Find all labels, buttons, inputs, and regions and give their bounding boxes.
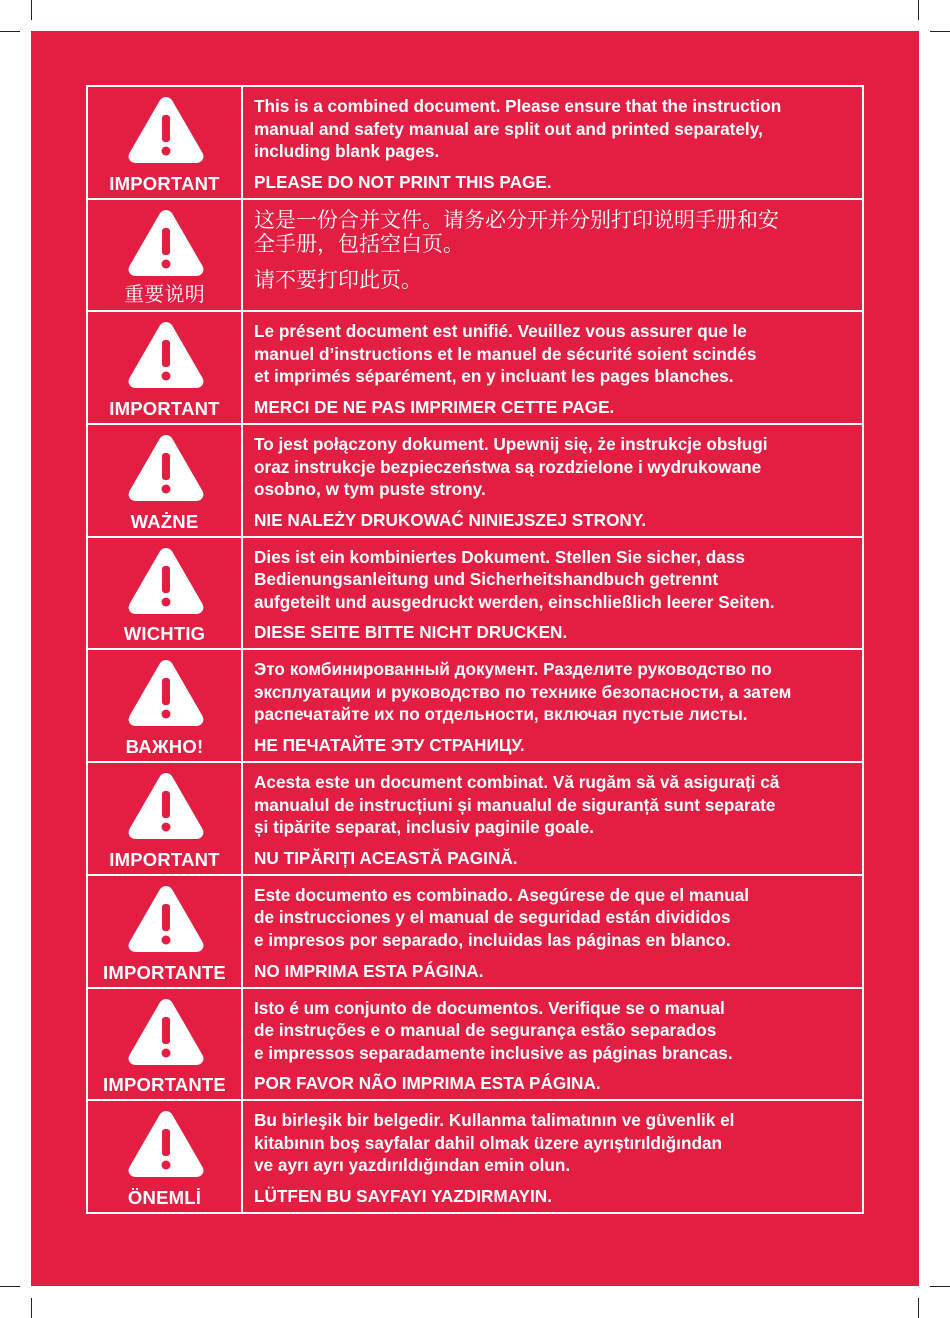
- warning-triangle-icon: [126, 882, 206, 954]
- notice-text-cell: [243, 763, 862, 874]
- crop-mark: [31, 0, 32, 20]
- notice-body: Dies ist ein kombiniertes Dokument. Stellen Sie sicher, dass Bedienungsanleitung und Sicherheitshandbuch getrennt aufgeteilt und ausgedruckt werden, einschließlich leerer Seiten.: [254, 546, 775, 612]
- crop-mark: [0, 1286, 20, 1287]
- notice-text-cell: [243, 200, 862, 311]
- notice-left-cell: [88, 87, 243, 198]
- notice-label: WICHTIG: [123, 623, 206, 645]
- notice-label: ВАЖНО!: [125, 736, 204, 758]
- notice-text-cell: [243, 650, 862, 761]
- notice-row-german: [86, 536, 864, 651]
- notice-warning: НЕ ПЕЧАТАЙТЕ ЭТУ СТРАНИЦУ.: [254, 735, 525, 756]
- notice-row-portuguese: [86, 987, 864, 1102]
- notice-text-cell: [243, 1101, 862, 1212]
- notice-warning: DIESE SEITE BITTE NICHT DRUCKEN.: [254, 622, 568, 643]
- notice-text-cell: [243, 312, 862, 423]
- crop-mark: [930, 31, 950, 32]
- notice-left-cell: [88, 538, 243, 649]
- crop-mark: [918, 0, 919, 20]
- notice-left-cell: [88, 876, 243, 987]
- notice-label: 重要说明: [124, 282, 205, 307]
- notice-text-cell: [243, 876, 862, 987]
- notice-body: To jest połączony dokument. Upewnij się, że instrukcje obsługi oraz instrukcje bezpieczeństwa są rozdzielone i wydrukowane osobno, w tym puste strony.: [254, 434, 768, 500]
- warning-triangle-icon: [126, 1107, 206, 1179]
- notice-row-romanian: [86, 761, 864, 876]
- warning-triangle-icon: [126, 318, 206, 390]
- notice-warning: 请不要打印此页。: [254, 268, 422, 293]
- notice-label: IMPORTANT: [109, 172, 220, 194]
- warning-triangle-icon: [126, 769, 206, 841]
- notice-body: Este documento es combinado. Asegúrese de que el manual de instrucciones y el manual de seguridad están divididos e impresos por separado, incluidas las páginas en blanco.: [254, 884, 750, 950]
- crop-mark: [930, 1286, 950, 1287]
- warning-triangle-icon: [126, 656, 206, 728]
- notice-row-spanish: [86, 874, 864, 989]
- warning-triangle-icon: [126, 995, 206, 1067]
- notice-left-cell: [88, 425, 243, 536]
- notice-text-cell: [243, 989, 862, 1100]
- notice-row-french: [86, 310, 864, 425]
- notice-left-cell: [88, 1101, 243, 1212]
- notice-body: This is a combined document. Please ensure that the instruction manual and safety manual are split out and printed separately, including blank pages.: [254, 96, 782, 161]
- notice-label: IMPORTANT: [109, 848, 220, 870]
- notice-row-russian: [86, 648, 864, 763]
- crop-mark: [31, 1298, 32, 1318]
- notice-body: Isto é um conjunto de documentos. Verifique se o manual de instruções e o manual de segurança estão separados e impressos separadamente inclusive as páginas brancas.: [254, 997, 733, 1063]
- notice-text-cell: [243, 87, 862, 198]
- notice-row-turkish: [86, 1099, 864, 1214]
- notice-warning: PLEASE DO NOT PRINT THIS PAGE.: [254, 171, 552, 192]
- notice-warning: NO IMPRIMA ESTA PÁGINA.: [254, 960, 484, 981]
- notice-left-cell: [88, 312, 243, 423]
- notice-left-cell: [88, 200, 243, 311]
- notice-warning: NIE NALEŻY DRUKOWAĆ NINIEJSZEJ STRONY.: [254, 509, 647, 530]
- notice-label: IMPORTANTE: [103, 1074, 226, 1096]
- notice-warning: POR FAVOR NÃO IMPRIMA ESTA PÁGINA.: [254, 1073, 601, 1094]
- notice-label: IMPORTANTE: [103, 961, 226, 983]
- notice-body: Bu birleşik bir belgedir. Kullanma talimatının ve güvenlik el kitabının boş sayfalar dahil olmak üzere ayrıştırıldığından ve ayrı ayrı yazdırıldığından emin olun.: [254, 1110, 735, 1176]
- notice-label: ÖNEMLİ: [127, 1186, 202, 1208]
- notice-left-cell: [88, 763, 243, 874]
- notice-body: Acesta este un document combinat. Vă rugăm să vă asigurați că manualul de instrucțiuni și manualul de siguranță sunt separate și tipărite separat, inclusiv paginile goale.: [254, 772, 780, 838]
- warning-triangle-icon: [126, 431, 206, 503]
- crop-mark: [918, 1298, 919, 1318]
- notice-row-english: [86, 85, 864, 200]
- notice-label: WAŻNE: [130, 510, 199, 532]
- crop-mark: [0, 31, 20, 32]
- notice-body: 这是一份合并文件。请务必分开并分别打印说明手册和安 全手册，包括空白页。: [254, 207, 779, 256]
- notice-body: Это комбинированный документ. Разделите руководство по эксплуатации и руководство по технике безопасности, а затем распечатайте их по отдельности, включая пустые листы.: [254, 659, 792, 725]
- notice-text-cell: [243, 425, 862, 536]
- notice-text-cell: [243, 538, 862, 649]
- notice-body: Le présent document est unifié. Veuillez vous assurer que le manuel d’instructions et le manuel de sécurité soient scindés et imprimés séparément, en y incluant les pages blanches.: [254, 321, 757, 387]
- notice-label: IMPORTANT: [109, 398, 220, 420]
- warning-triangle-icon: [126, 93, 206, 165]
- warning-triangle-icon: [126, 544, 206, 616]
- notice-warning: MERCI DE NE PAS IMPRIMER CETTE PAGE.: [254, 397, 615, 418]
- notice-row-chinese: [86, 198, 864, 313]
- notice-warning: NU TIPĂRIȚI ACEASTĂ PAGINĂ.: [254, 847, 518, 868]
- notice-warning: LÜTFEN BU SAYFAYI YAZDIRMAYIN.: [254, 1185, 552, 1206]
- notice-row-polish: [86, 423, 864, 538]
- notice-left-cell: [88, 650, 243, 761]
- notice-left-cell: [88, 989, 243, 1100]
- notice-grid: [86, 85, 864, 1214]
- warning-triangle-icon: [126, 206, 206, 278]
